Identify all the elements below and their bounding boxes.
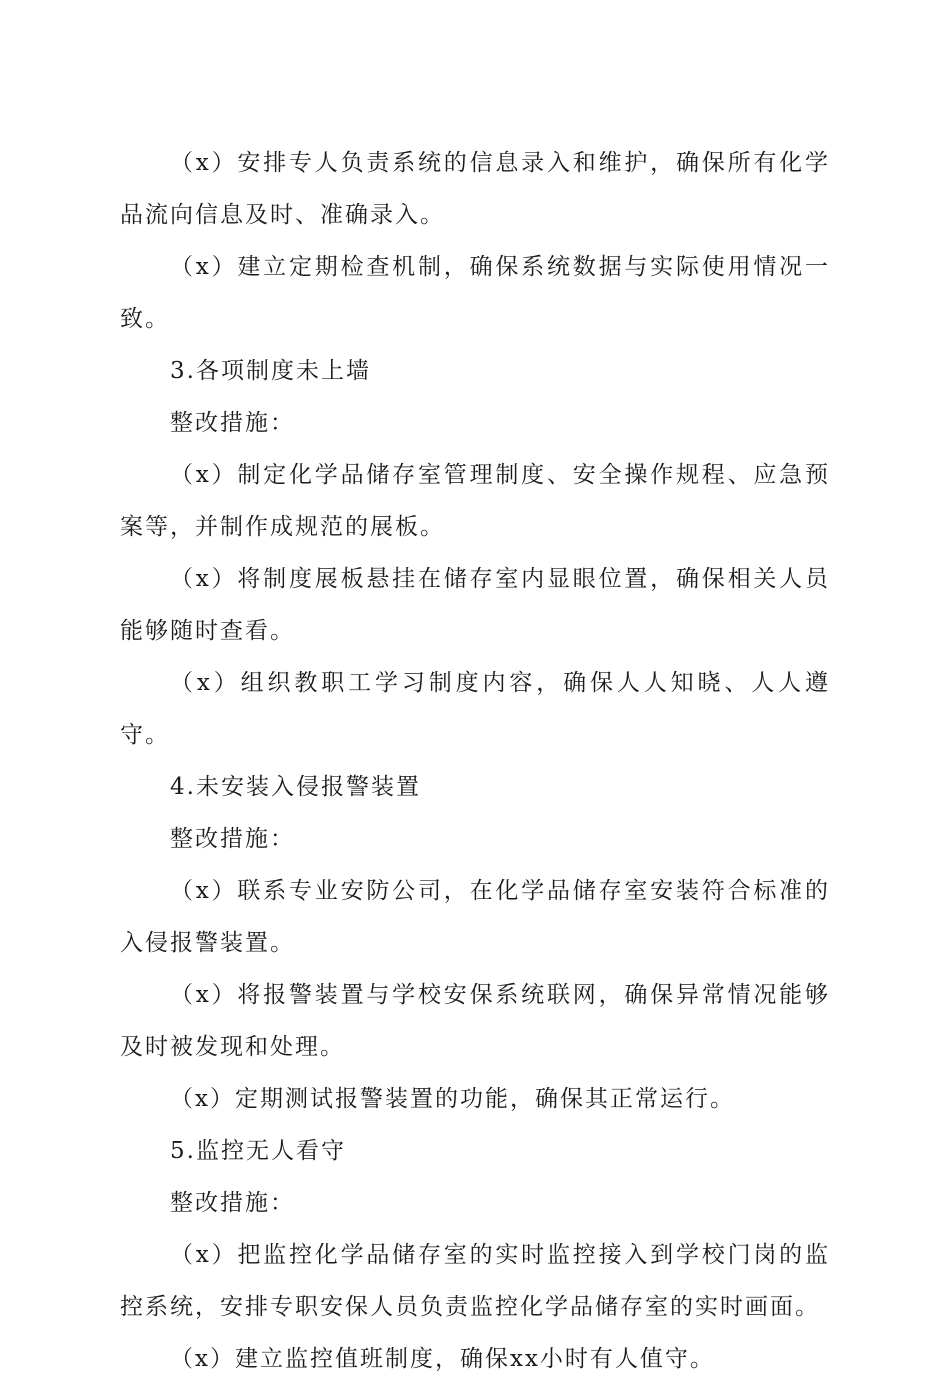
paragraph-rules-formulation: （x）制定化学品储存室管理制度、安全操作规程、应急预案等，并制作成规范的展板。	[120, 462, 830, 540]
paragraph-monitor-connect: （x）把监控化学品储存室的实时监控接入到学校门岗的监控系统，安排专职安保人员负责监控化学品储存室的实时画面。	[120, 1242, 830, 1320]
paragraph-alarm-test: （x）定期测试报警装置的功能，确保其正常运行。	[170, 1086, 735, 1112]
paragraph-monitor-duty: （x）建立监控值班制度，确保xx小时有人值守。	[170, 1346, 715, 1372]
section-heading-3: 3.各项制度未上墙	[170, 358, 371, 384]
paragraph-alarm-network: （x）将报警装置与学校安保系统联网，确保异常情况能够及时被发现和处理。	[120, 982, 830, 1060]
paragraph-periodic-check: （x）建立定期检查机制，确保系统数据与实际使用情况一致。	[120, 254, 830, 332]
rectification-label-4: 整改措施：	[170, 826, 295, 852]
rectification-label-5: 整改措施：	[170, 1190, 295, 1216]
paragraph-system-maintenance: （x）安排专人负责系统的信息录入和维护，确保所有化学品流向信息及时、准确录入。	[120, 150, 830, 228]
document-body	[120, 137, 830, 1385]
section-heading-4: 4.未安装入侵报警装置	[170, 774, 421, 800]
section-heading-5: 5.监控无人看守	[170, 1138, 346, 1164]
paragraph-rules-study: （x）组织教职工学习制度内容，确保人人知晓、人人遵守。	[120, 670, 830, 748]
paragraph-alarm-install: （x）联系专业安防公司，在化学品储存室安装符合标准的入侵报警装置。	[120, 878, 830, 956]
rectification-label-3: 整改措施：	[170, 410, 295, 436]
paragraph-rules-display: （x）将制度展板悬挂在储存室内显眼位置，确保相关人员能够随时查看。	[120, 566, 830, 644]
